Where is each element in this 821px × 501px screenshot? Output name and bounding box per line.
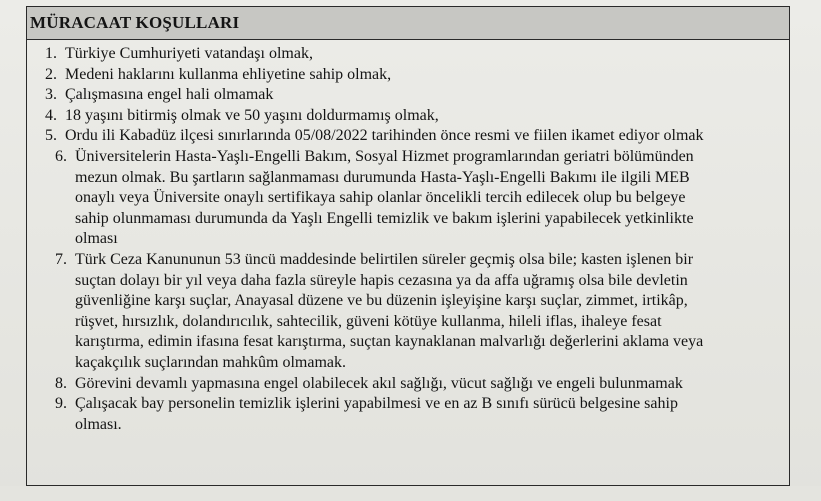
item-text-line: güvenliğine karşı suçlar, Anayasal düzene ve bu düzenin işleyişine karşı suçlar, zimmet, irtikâp, — [75, 292, 688, 310]
item-text-line: mezun olmak. Bu şartların sağlanmaması durumunda Hasta-Yaşlı-Engelli Bakımı ile ilgili MEB — [75, 168, 690, 186]
list-item — [27, 106, 789, 127]
item-text-line: olması — [75, 230, 118, 248]
item-text-line: Görevini devamlı yapmasına engel olabilecek akıl sağlığı, vücut sağlığı ve engeli bulunmamak — [75, 374, 683, 392]
item-text-line: Üniversitelerin Hasta-Yaşlı-Engelli Bakım, Sosyal Hizmet programlarından geriatri bölümünden — [75, 147, 694, 165]
item-text-line: olması. — [75, 415, 122, 433]
list-item — [27, 250, 789, 374]
item-number: 7. — [55, 250, 67, 268]
table-header — [27, 7, 789, 40]
item-number: 2. — [45, 65, 57, 83]
item-text-line: Türkiye Cumhuriyeti vatandaşı olmak, — [65, 45, 313, 62]
item-number: 4. — [45, 106, 57, 124]
item-number: 9. — [55, 395, 67, 413]
list-item — [27, 65, 789, 86]
item-number: 1. — [45, 45, 57, 62]
conditions-list — [27, 44, 789, 435]
item-number: 5. — [45, 127, 57, 145]
item-text-line: Türk Ceza Kanununun 53 üncü maddesinde belirtilen süreler geçmiş olsa bile; kasten işlenen bir — [75, 250, 694, 268]
list-item — [27, 44, 789, 65]
item-number: 6. — [55, 147, 67, 165]
item-text-line: sahip olunmaması durumunda da Yaşlı Engelli temizlik ve bakım işlerini yapabilecek yetkinlikte — [75, 209, 694, 227]
item-text-line: Medeni haklarını kullanma ehliyetine sahip olmak, — [65, 65, 392, 83]
item-text-line: 18 yaşını bitirmiş olmak ve 50 yaşını doldurmamış olmak, — [65, 106, 439, 124]
list-item — [27, 85, 789, 106]
list-item — [27, 394, 789, 435]
item-text-line: Ordu ili Kabadüz ilçesi sınırlarında 05/08/2022 tarihinden önce resmi ve fiilen ikamet ediyor olmak — [65, 127, 704, 145]
item-text-line: Çalışacak bay personelin temizlik işlerini yapabilmesi ve en az B sınıfı sürücü belgesine sahip — [75, 395, 678, 413]
item-text-line: Çalışmasına engel hali olmamak — [65, 86, 274, 104]
item-number: 3. — [45, 86, 57, 104]
page-edge — [0, 486, 821, 501]
list-item — [27, 147, 789, 250]
conditions-table — [26, 6, 790, 486]
section-title: MÜRACAAT KOŞULLARI — [30, 13, 240, 32]
list-item — [27, 126, 789, 147]
item-number: 8. — [55, 374, 67, 392]
item-text-line: kaçakçılık suçlarından mahkûm olmamak. — [75, 353, 347, 371]
item-text-line: karıştırma, edimin ifasına fesat karıştırma, suçtan kaynaklanan malvarlığı değerlerini aklama veya — [75, 333, 704, 351]
item-text-line: rüşvet, hırsızlık, dolandırıcılık, sahtecilik, güveni kötüye kullanma, hileli iflas, ihaleye fesat — [75, 312, 662, 330]
item-text-line: onaylı veya Üniversite onaylı sertifikaya sahip olanlar öncelikli tercih edilecek olup bu belgeye — [75, 189, 686, 207]
item-text-line: suçtan dolayı bir yıl veya daha fazla süreyle hapis cezasına ya da affa uğramış olsa bile devletin — [75, 271, 688, 289]
list-item — [27, 374, 789, 395]
